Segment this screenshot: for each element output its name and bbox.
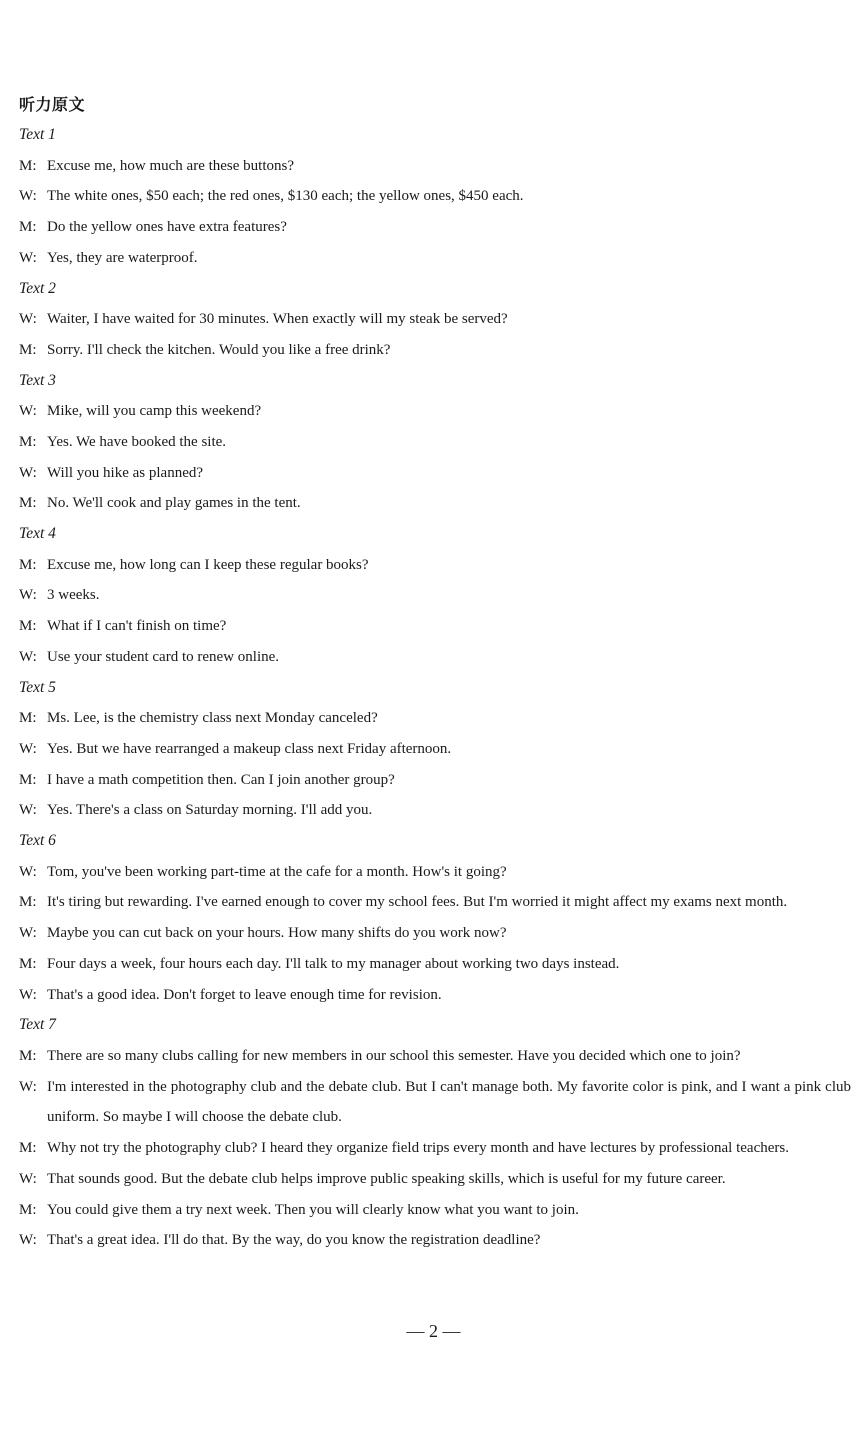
dialogue-line (19, 795, 851, 826)
utterance-text: There are so many clubs calling for new members in our school this semester. Have you decided which one to join? (47, 1047, 741, 1064)
utterance-text: Ms. Lee, is the chemistry class next Monday canceled? (47, 710, 378, 727)
dialogue-line (19, 396, 851, 427)
utterance-text: Yes. There's a class on Saturday morning. I'll add you. (47, 802, 373, 819)
dialogue-line (19, 1164, 851, 1195)
speaker-label: M: (19, 219, 37, 236)
utterance-text: Yes. We have booked the site. (47, 433, 227, 450)
dialogue-line (19, 703, 851, 734)
text-label: Text 4 (19, 525, 56, 543)
page-number: — 2 — (406, 1321, 461, 1341)
speaker-label: M: (19, 495, 37, 512)
utterance-text: Yes, they are waterproof. (47, 249, 198, 266)
speaker-label: W: (19, 1232, 37, 1249)
dialogue-line (19, 611, 851, 642)
utterance-text: That's a good idea. Don't forget to leave enough time for revision. (47, 986, 442, 1003)
speaker-label: M: (19, 1140, 37, 1157)
utterance-text: What if I can't finish on time? (47, 618, 227, 635)
utterance-text: I have a math competition then. Can I join another group? (47, 771, 395, 788)
dialogue-line (19, 1225, 851, 1256)
speaker-label: M: (19, 341, 37, 358)
speaker-label: M: (19, 1047, 37, 1064)
speaker-label: W: (19, 925, 37, 942)
speaker-label: M: (19, 556, 37, 573)
speaker-label: W: (19, 863, 37, 880)
utterance-text: I'm interested in the photography club and the debate club. But I can't manage both. My favorite color is pink, and I want a pink club uniform. So maybe I will choose the debate club. (47, 1078, 851, 1126)
dialogue-line (19, 1133, 851, 1164)
speaker-label: W: (19, 311, 37, 328)
speaker-label: W: (19, 464, 37, 481)
speaker-label: W: (19, 1078, 37, 1095)
dialogue-line (19, 212, 851, 243)
dialogue-line (19, 1041, 851, 1072)
text-label: Text 3 (19, 371, 56, 389)
transcript (19, 120, 851, 1256)
utterance-text: Sorry. I'll check the kitchen. Would you like a free drink? (47, 341, 391, 358)
speaker-label: W: (19, 403, 37, 420)
utterance-text: That's a great idea. I'll do that. By the way, do you know the registration deadline? (47, 1232, 541, 1249)
speaker-label: W: (19, 587, 37, 604)
dialogue-line (19, 427, 851, 458)
speaker-label: M: (19, 710, 37, 727)
dialogue-line (19, 550, 851, 581)
dialogue-line (19, 335, 851, 366)
dialogue-line (19, 243, 851, 274)
speaker-label: M: (19, 433, 37, 450)
text-label: Text 1 (19, 126, 56, 143)
utterance-text: Yes. But we have rearranged a makeup class next Friday afternoon. (47, 740, 452, 757)
dialogue-line (19, 580, 851, 611)
speaker-label: M: (19, 1201, 37, 1218)
text-label: Text 2 (19, 279, 56, 297)
utterance-text: Four days a week, four hours each day. I'll talk to my manager about working two days instead. (47, 955, 620, 972)
dialogue-line (19, 857, 851, 888)
dialogue-line (19, 1072, 851, 1133)
dialogue-line (19, 304, 851, 335)
dialogue-line (19, 458, 851, 489)
utterance-text: Tom, you've been working part-time at the cafe for a month. How's it going? (47, 863, 507, 880)
dialogue-line (19, 642, 851, 673)
utterance-text: Will you hike as planned? (47, 464, 204, 481)
utterance-text: You could give them a try next week. Then you will clearly know what you want to join. (47, 1201, 579, 1218)
speaker-label: W: (19, 1170, 37, 1187)
dialogue-line (19, 918, 851, 949)
text-label: Text 6 (19, 832, 56, 850)
dialogue-line (19, 949, 851, 980)
speaker-label: M: (19, 955, 37, 972)
utterance-text: It's tiring but rewarding. I've earned enough to cover my school fees. But I'm worried it might affect my exams next month. (47, 894, 788, 911)
dialogue-line (19, 980, 851, 1011)
text-label: Text 5 (19, 678, 56, 696)
utterance-text: The white ones, $50 each; the red ones, $130 each; the yellow ones, $450 each. (47, 188, 524, 205)
speaker-label: M: (19, 771, 37, 788)
speaker-label: M: (19, 894, 37, 911)
speaker-label: W: (19, 648, 37, 665)
utterance-text: Maybe you can cut back on your hours. How many shifts do you work now? (47, 925, 507, 942)
utterance-text: Use your student card to renew online. (47, 648, 280, 665)
dialogue-line (19, 1195, 851, 1226)
speaker-label: W: (19, 986, 37, 1003)
utterance-text: Mike, will you camp this weekend? (47, 403, 262, 420)
section-heading: 听力原文 (19, 95, 86, 114)
dialogue-line (19, 734, 851, 765)
dialogue-line (19, 151, 851, 182)
speaker-label: M: (19, 618, 37, 635)
speaker-label: W: (19, 740, 37, 757)
speaker-label: W: (19, 188, 37, 205)
dialogue-line (19, 488, 851, 519)
utterance-text: Do the yellow ones have extra features? (47, 219, 287, 236)
utterance-text: Waiter, I have waited for 30 minutes. When exactly will my steak be served? (47, 311, 508, 328)
speaker-label: W: (19, 802, 37, 819)
dialogue-line (19, 181, 851, 212)
text-label: Text 7 (19, 1016, 56, 1034)
dialogue-line (19, 887, 851, 918)
utterance-text: Excuse me, how much are these buttons? (47, 157, 295, 174)
speaker-label: W: (19, 249, 37, 266)
utterance-text: 3 weeks. (47, 587, 100, 604)
utterance-text: No. We'll cook and play games in the tent. (47, 495, 301, 512)
dialogue-line (19, 765, 851, 796)
utterance-text: Excuse me, how long can I keep these regular books? (47, 556, 369, 573)
utterance-text: Why not try the photography club? I heard they organize field trips every month and have lectures by professional teachers. (47, 1140, 789, 1157)
speaker-label: M: (19, 157, 37, 174)
utterance-text: That sounds good. But the debate club helps improve public speaking skills, which is useful for my future career. (47, 1170, 726, 1187)
